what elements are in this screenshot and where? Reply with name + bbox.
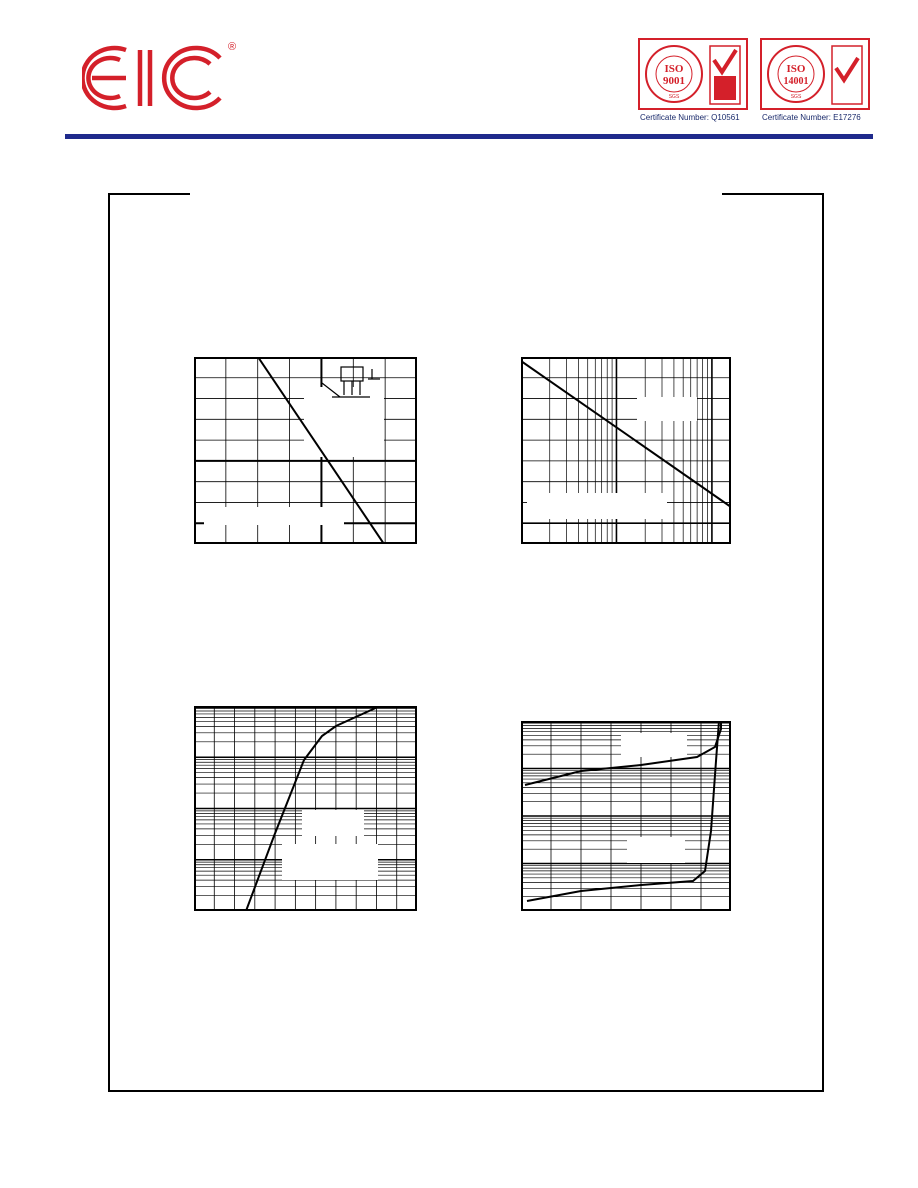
chart-3-grid [194,706,417,911]
svg-text:SGS: SGS [790,94,802,100]
chart-4-label-box [627,837,685,863]
svg-text:SGS: SGS [668,94,680,100]
svg-text:14001: 14001 [783,76,809,87]
svg-text:9001: 9001 [663,75,685,87]
chart-3 [194,706,417,911]
chart-1-plot-area [194,357,417,544]
frame-title-gap [190,188,722,200]
page-frame [108,193,824,1092]
chart-1 [194,357,417,544]
chart-2-label-box [637,397,697,421]
chart-3-plot-area [194,706,417,911]
eic-logo [82,40,242,116]
chart-2-plot-area [521,357,731,544]
certificate-caption: Certificate Number: E17276 [762,113,861,122]
registered-mark: ® [228,41,237,53]
certificate-caption: Certificate Number: Q10561 [640,113,740,122]
chart-4-plot-area [521,721,731,911]
chart-4-label-box [621,733,687,757]
svg-text:ISO: ISO [786,63,806,75]
header-divider [65,134,873,139]
chart-2 [521,357,731,544]
svg-text:ISO: ISO [664,63,684,75]
iso-14001-certificate-badge [760,38,870,110]
chart-2-series-line [521,361,731,507]
chart-1-label-box [204,507,344,525]
chart-2-label-box [527,493,667,519]
chart-3-label-box [302,810,364,836]
iso-9001-certificate-badge [638,38,748,110]
chart-3-label-box [282,844,378,880]
chart-4 [521,721,731,911]
